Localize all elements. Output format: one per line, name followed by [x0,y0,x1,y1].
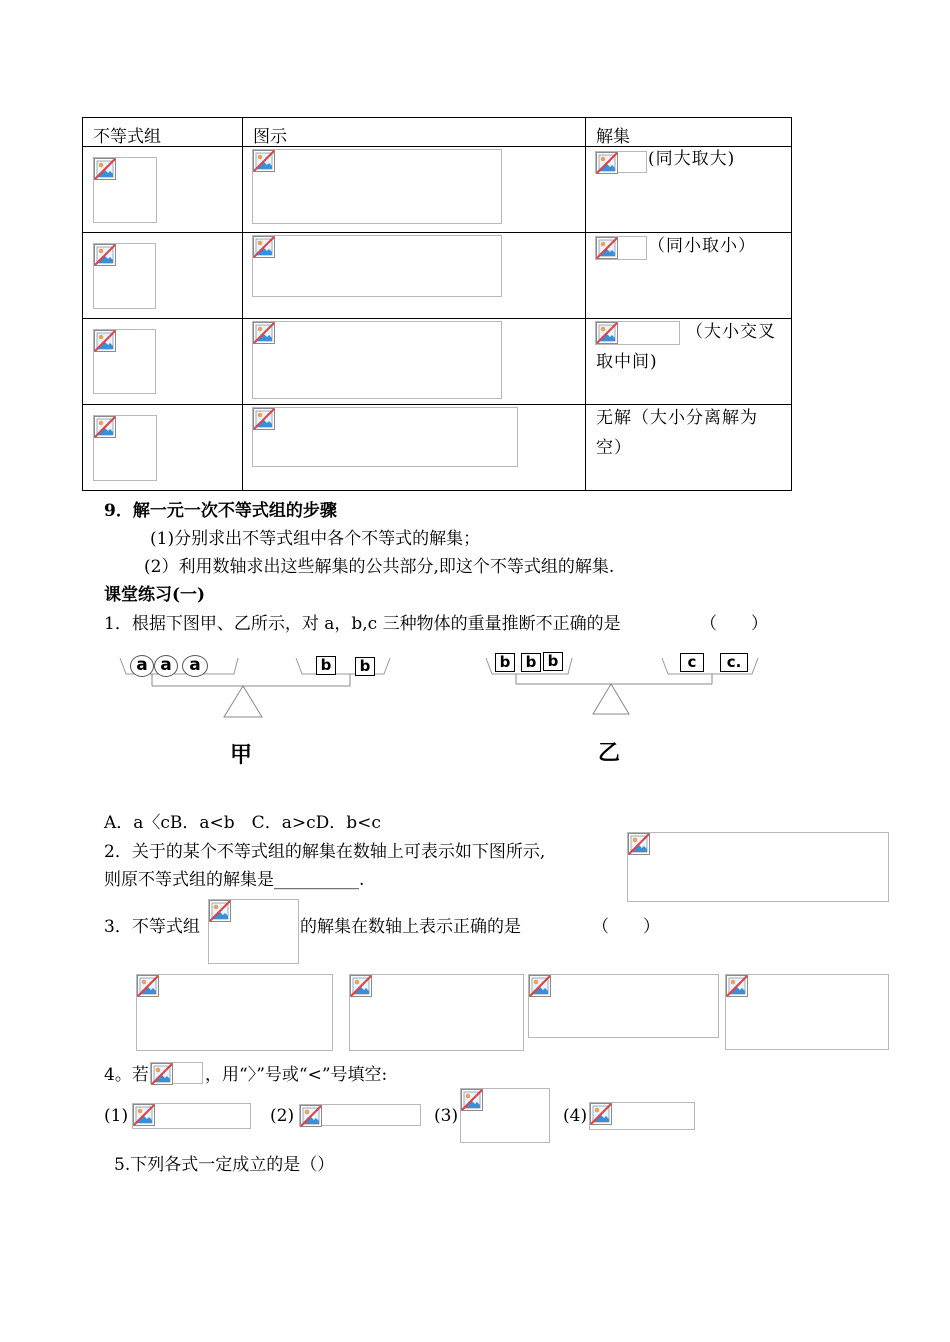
option-b-image [349,974,524,1051]
broken-image-icon [726,975,748,997]
q4-label-2: (2) [270,1106,295,1126]
q3-suffix: 的解集在数轴上表示正确的是 [300,917,521,937]
broken-image-icon [590,1103,612,1125]
item-c: c. [720,653,748,672]
header-system-label: 不等式组 [93,127,161,147]
header-system [83,118,243,147]
header-solution [586,118,792,147]
caption-yi: 乙 [598,741,621,766]
image-placeholder [595,236,647,260]
condition-image [150,1062,203,1084]
item-c: c [680,653,704,672]
broken-image-icon [253,408,275,430]
broken-image-icon [596,237,618,259]
row3-solution [586,319,792,405]
q1-options: A．a〈cB．a<b C．a>cD．b<c [104,813,381,833]
row4-system [83,405,243,491]
item-a: a [154,655,178,677]
header-diagram [243,118,586,147]
q4-prefix: 4。若 [104,1065,149,1085]
broken-image-icon [350,975,372,997]
row4-diagram [243,405,586,491]
q3-prefix: 3．不等式组 [104,917,200,937]
solution-note: （大小交叉 [686,322,776,342]
broken-image-icon [628,833,650,855]
broken-image-icon [94,158,116,180]
image-placeholder [93,329,156,394]
number-line-image [252,235,502,297]
image-placeholder [93,415,157,481]
row2-solution [586,233,792,319]
image-placeholder [93,157,157,223]
item-a: a [182,655,208,677]
broken-image-icon [209,900,231,922]
number-line-image [252,149,502,224]
number-line-image [252,321,502,399]
q5-text: 5.下列各式一定成立的是（） [114,1155,335,1175]
q3-answer-paren: （ ） [592,917,660,937]
inequality-table [82,117,792,491]
solution-note: （同小取小） [648,236,756,256]
section9-title: 9．解一元一次不等式组的步骤 [104,501,337,521]
q4-suffix: ，用“〉”号或“<”号填空: [205,1065,388,1085]
header-solution-label: 解集 [596,127,630,147]
caption-jia: 甲 [230,743,253,768]
header-diagram-label: 图示 [253,127,287,147]
section9-step1: (1)分别求出不等式组中各个不等式的解集； [150,529,481,549]
item-b: b [355,657,375,676]
row1-solution [586,147,792,233]
broken-image-icon [253,322,275,344]
image-placeholder [595,321,680,345]
broken-image-icon [137,975,159,997]
blank-image-2 [299,1104,421,1126]
section9-step2: (2）利用数轴求出这些解集的公共部分,即这个不等式组的解集. [144,557,615,577]
blank-image-1 [132,1103,251,1129]
option-a-image [136,974,333,1051]
broken-image-icon [94,416,116,438]
option-d-image [725,974,889,1050]
number-line-image [627,832,889,902]
q2-text-line2: 则原不等式组的解集是__________. [104,870,365,890]
row3-diagram [243,319,586,405]
q4-label-3: (3) [434,1106,459,1126]
row3-system [83,319,243,405]
q4-label-4: (4) [563,1106,588,1126]
broken-image-icon [151,1063,173,1085]
row1-system [83,147,243,233]
broken-image-icon [461,1089,483,1111]
broken-image-icon [253,150,275,172]
item-b: b [543,652,563,671]
row4-solution [586,405,792,491]
broken-image-icon [253,236,275,258]
item-a: a [130,655,154,677]
solution-note-cont: 空） [596,438,632,458]
broken-image-icon [596,322,618,344]
row2-system [83,233,243,319]
broken-image-icon [133,1104,155,1126]
practice-heading: 课堂练习(一) [104,585,206,605]
broken-image-icon [300,1105,322,1127]
solution-note-cont: 取中间) [596,352,658,372]
broken-image-icon [94,244,116,266]
q1-text: 1．根据下图甲、乙所示，对 a，b,c 三种物体的重量推断不正确的是 [104,614,621,634]
image-placeholder [93,243,156,309]
item-b: b [316,656,336,675]
image-placeholder [595,151,647,173]
inequality-system-image [208,899,299,964]
row1-diagram [243,147,586,233]
number-line-image [252,407,518,467]
blank-image-4 [589,1102,695,1130]
item-b: b [521,653,541,672]
broken-image-icon [596,152,618,174]
item-b: b [495,653,515,672]
q2-text-line1: 2．关于的某个不等式组的解集在数轴上可表示如下图所示, [104,842,546,862]
row2-diagram [243,233,586,319]
q1-answer-paren: （ ） [700,614,768,634]
broken-image-icon [529,975,551,997]
solution-note: 无解（大小分离解为 [596,408,758,428]
blank-image-3 [460,1088,550,1143]
q4-label-1: (1) [104,1106,129,1126]
broken-image-icon [94,330,116,352]
option-c-image [528,974,719,1038]
solution-note: (同大取大) [648,149,736,169]
